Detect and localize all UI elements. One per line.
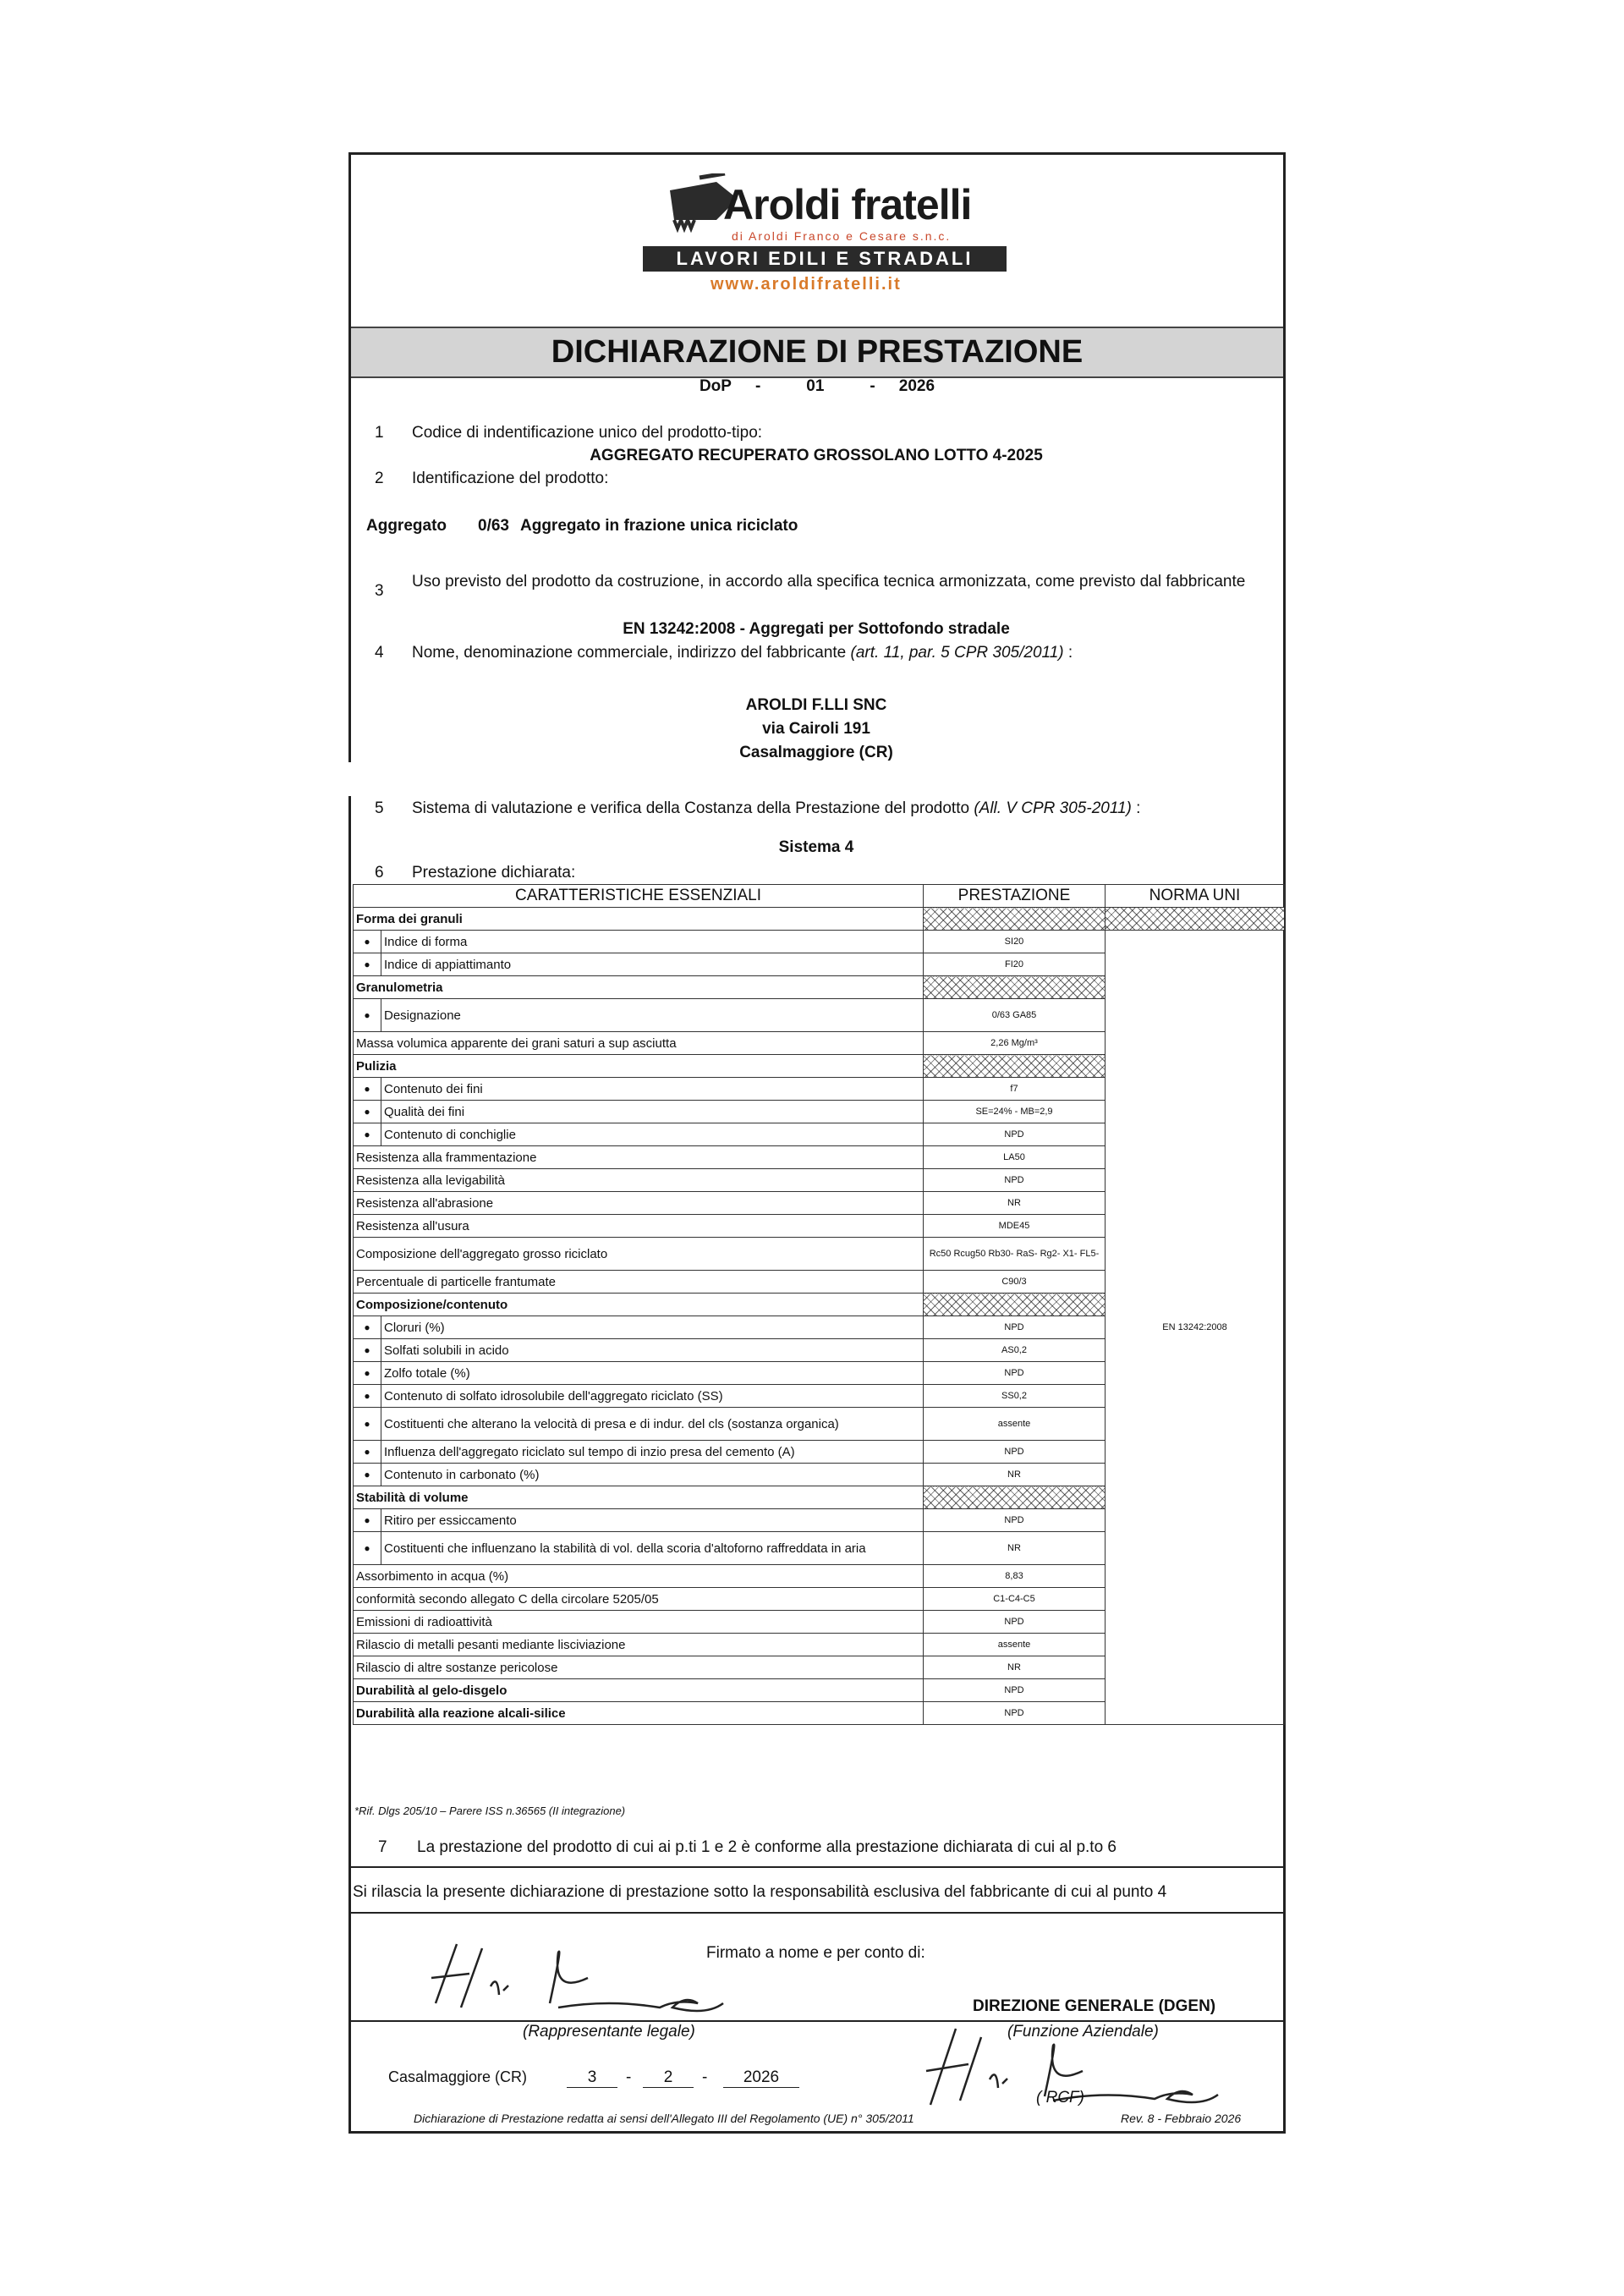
intended-use: EN 13242:2008 - Aggregati per Sottofondo stradale (623, 620, 1010, 638)
characteristic-cell: Contenuto dei fini (381, 1078, 924, 1101)
characteristic-cell: Durabilità alla reazione alcali-silice (354, 1702, 924, 1725)
item-text: Uso previsto del prodotto da costruzione, in accordo alla specifica tecnica armonizzata, come previsto dal fabbricante (412, 573, 1246, 590)
characteristic-cell: Stabilità di volume (354, 1486, 924, 1509)
characteristic-cell: Resistenza alla levigabilità (354, 1169, 924, 1192)
performance-cell: MDE45 (924, 1215, 1106, 1238)
performance-cell: NPD (924, 1611, 1106, 1634)
performance-cell: FI20 (924, 953, 1106, 976)
characteristic-cell: Resistenza all'abrasione (354, 1192, 924, 1215)
item-text-part: Sistema di valutazione e verifica della Costanza della Prestazione del prodotto (412, 799, 974, 817)
bullet-icon: ● (354, 1362, 381, 1385)
performance-cell: assente (924, 1634, 1106, 1656)
performance-cell: NPD (924, 1441, 1106, 1464)
characteristic-cell: Indice di appiattimanto (381, 953, 924, 976)
bullet-icon: ● (354, 1339, 381, 1362)
company-logo (351, 155, 1283, 328)
performance-cell: LA50 (924, 1146, 1106, 1169)
bullet-icon: ● (354, 1316, 381, 1339)
performance-cell: SI20 (924, 931, 1106, 953)
performance-cell: AS0,2 (924, 1339, 1106, 1362)
date-dash: - (702, 2068, 708, 2086)
performance-table (353, 884, 1285, 1725)
item-number: 7 (378, 1838, 387, 1856)
characteristic-cell: Contenuto in carbonato (%) (381, 1464, 924, 1486)
item-text-part: Nome, denominazione commerciale, indirizzo del fabbricante (412, 644, 851, 662)
performance-cell: NPD (924, 1362, 1106, 1385)
bullet-icon: ● (354, 1509, 381, 1532)
standard-hatch-cell (1106, 908, 1285, 931)
bullet-icon: ● (354, 999, 381, 1032)
performance-cell: SS0,2 (924, 1385, 1106, 1408)
bullet-icon: ● (354, 1101, 381, 1123)
item-text-ref: (All. V CPR 305-2011) (974, 799, 1132, 817)
manufacturer-street: via Cairoli 191 (762, 720, 870, 738)
dop-label: DoP (699, 377, 732, 395)
characteristic-cell: Designazione (381, 999, 924, 1032)
legal-representative-label: (Rappresentante legale) (523, 2023, 695, 2041)
dop-dash: - (754, 377, 761, 395)
performance-cell: C90/3 (924, 1271, 1106, 1294)
bullet-icon: ● (354, 1532, 381, 1565)
item-number: 2 (375, 470, 384, 487)
dop-value: 01 (806, 377, 825, 395)
bullet-icon: ● (354, 931, 381, 953)
characteristic-cell: Qualità dei fini (381, 1101, 924, 1123)
logo-subtitle: di Aroldi Franco e Cesare s.n.c. (732, 229, 952, 243)
characteristic-cell: Massa volumica apparente dei grani saturi a sup asciutta (354, 1032, 924, 1055)
item-number: 5 (375, 799, 384, 817)
characteristic-cell: Composizione/contenuto (354, 1294, 924, 1316)
characteristic-cell: Rilascio di altre sostanze pericolose (354, 1656, 924, 1679)
characteristic-cell: Assorbimento in acqua (%) (354, 1565, 924, 1588)
characteristic-cell: Zolfo totale (%) (381, 1362, 924, 1385)
item-text (412, 644, 1073, 662)
characteristic-cell: Costituenti che alterano la velocità di presa e di indur. del cls (sostanza organica) (381, 1408, 924, 1441)
item-text-part: : (1063, 644, 1073, 662)
dop-number (351, 377, 1283, 396)
table-row (354, 908, 1285, 931)
performance-cell: 0/63 GA85 (924, 999, 1106, 1032)
performance-cell: NR (924, 1656, 1106, 1679)
bullet-icon: ● (354, 1385, 381, 1408)
characteristic-cell: Resistenza all'usura (354, 1215, 924, 1238)
table-row (354, 931, 1285, 953)
characteristic-cell: Emissioni di radioattività (354, 1611, 924, 1634)
performance-cell: SE=24% - MB=2,9 (924, 1101, 1106, 1123)
performance-cell: NR (924, 1192, 1106, 1215)
performance-cell: assente (924, 1408, 1106, 1441)
item-text-ref: (art. 11, par. 5 CPR 305/2011) (850, 644, 1064, 662)
date-dash: - (626, 2068, 632, 2086)
general-direction: DIREZIONE GENERALE (DGEN) (973, 1997, 1216, 2015)
bullet-icon: ● (354, 1441, 381, 1464)
sign-day: 3 (567, 2068, 617, 2088)
characteristic-cell: Solfati solubili in acido (381, 1339, 924, 1362)
characteristic-cell: Costituenti che influenzano la stabilità di vol. della scoria d'altoforno raffreddata in aria (381, 1532, 924, 1565)
characteristic-cell: Composizione dell'aggregato grosso riciclato (354, 1238, 924, 1271)
bullet-icon: ● (354, 1408, 381, 1441)
characteristic-cell: Indice di forma (381, 931, 924, 953)
item-number: 3 (375, 582, 384, 600)
item-text: Codice di indentificazione unico del prodotto-tipo: (412, 424, 763, 442)
dop-year: 2026 (898, 377, 935, 395)
bullet-icon: ● (354, 953, 381, 976)
logo-url: www.aroldifratelli.it (710, 275, 902, 294)
product-size: 0/63 (478, 517, 509, 535)
product-type: Aggregato (366, 517, 447, 535)
manufacturer-city: Casalmaggiore (CR) (739, 744, 893, 761)
performance-cell: NPD (924, 1679, 1106, 1702)
performance-cell: 8,83 (924, 1565, 1106, 1588)
characteristic-cell: Cloruri (%) (381, 1316, 924, 1339)
signed-on-behalf: Firmato a nome e per conto di: (706, 1944, 925, 1962)
manufacturer-name: AROLDI F.LLI SNC (745, 696, 887, 714)
assessment-system: Sistema 4 (778, 838, 854, 856)
regulation-reference: Dichiarazione di Prestazione redatta ai sensi dell'Allegato III del Regolamento (UE) n° 305/2011 (414, 2112, 914, 2125)
item-number: 1 (375, 424, 384, 442)
performance-cell: C1-C4-C5 (924, 1588, 1106, 1611)
product-code: AGGREGATO RECUPERATO GROSSOLANO LOTTO 4-2025 (590, 447, 1043, 464)
divider (351, 1912, 1283, 1914)
signature-legal-rep (410, 1927, 732, 2020)
performance-cell: NPD (924, 1702, 1106, 1725)
characteristic-cell: Rilascio di metalli pesanti mediante lisciviazione (354, 1634, 924, 1656)
bullet-icon: ● (354, 1464, 381, 1486)
characteristic-cell: Resistenza alla frammentazione (354, 1146, 924, 1169)
col-header-performance: PRESTAZIONE (924, 885, 1106, 908)
bullet-icon: ● (354, 1078, 381, 1101)
document-title: DICHIARAZIONE DI PRESTAZIONE (351, 327, 1283, 378)
conformity-statement: La prestazione del prodotto di cui ai p.ti 1 e 2 è conforme alla prestazione dichiarata di cui al p.to 6 (417, 1838, 1117, 1856)
logo-tagline: LAVORI EDILI E STRADALI (643, 246, 1007, 272)
item-number: 6 (375, 864, 384, 882)
performance-cell (924, 976, 1106, 999)
product-desc: Aggregato in frazione unica riciclato (520, 517, 798, 535)
performance-cell: Rc50 Rcug50 Rb30- RaS- Rg2- X1- FL5- (924, 1238, 1106, 1271)
item-text-part: : (1131, 799, 1141, 817)
characteristic-cell: Granulometria (354, 976, 924, 999)
characteristic-cell: Durabilità al gelo-disgelo (354, 1679, 924, 1702)
function-label: (Funzione Aziendale) (1007, 2023, 1159, 2041)
revision: Rev. 8 - Febbraio 2026 (1121, 2112, 1242, 2125)
border-gap (348, 762, 354, 796)
item-text (412, 799, 1140, 818)
characteristic-cell: Percentuale di particelle frantumate (354, 1271, 924, 1294)
performance-cell (924, 1294, 1106, 1316)
characteristic-cell: Ritiro per essiccamento (381, 1509, 924, 1532)
performance-cell: NPD (924, 1316, 1106, 1339)
performance-cell: NR (924, 1464, 1106, 1486)
performance-cell: 2,26 Mg/m³ (924, 1032, 1106, 1055)
performance-cell: f7 (924, 1078, 1106, 1101)
rcf-label: ( RCF) (1036, 2089, 1084, 2106)
performance-cell (924, 908, 1106, 931)
performance-cell: NPD (924, 1509, 1106, 1532)
bullet-icon: ● (354, 1123, 381, 1146)
characteristic-cell: Contenuto di conchiglie (381, 1123, 924, 1146)
item-number: 4 (375, 644, 384, 662)
dop-dash: - (870, 377, 875, 395)
table-note: *Rif. Dlgs 205/10 – Parere ISS n.36565 (II integrazione) (354, 1804, 626, 1817)
signing-place: Casalmaggiore (CR) (388, 2068, 528, 2085)
sign-year: 2026 (723, 2068, 799, 2088)
characteristic-cell: Contenuto di solfato idrosolubile dell'aggregato riciclato (SS) (381, 1385, 924, 1408)
dop-document (348, 152, 1286, 2134)
performance-cell: NPD (924, 1169, 1106, 1192)
item-text: Prestazione dichiarata: (412, 864, 576, 882)
characteristic-cell: Influenza dell'aggregato riciclato sul tempo di inzio presa del cemento (A) (381, 1441, 924, 1464)
sign-month: 2 (643, 2068, 694, 2088)
performance-cell (924, 1486, 1106, 1509)
col-header-standard: NORMA UNI (1106, 885, 1285, 908)
performance-cell: NR (924, 1532, 1106, 1565)
characteristic-cell: Forma dei granuli (354, 908, 924, 931)
characteristic-cell: conformità secondo allegato C della circolare 5205/05 (354, 1588, 924, 1611)
divider (351, 1866, 1283, 1868)
logo-wordmark: Aroldi fratelli (723, 181, 972, 228)
characteristic-cell: Pulizia (354, 1055, 924, 1078)
standard-cell: EN 13242:2008 (1106, 931, 1285, 1725)
col-header-characteristics: CARATTERISTICHE ESSENZIALI (354, 885, 924, 908)
table-body (354, 908, 1285, 1725)
item-text: Identificazione del prodotto: (412, 470, 609, 487)
performance-cell: NPD (924, 1123, 1106, 1146)
performance-cell (924, 1055, 1106, 1078)
release-statement: Si rilascia la presente dichiarazione di prestazione sotto la responsabilità esclusiva del fabbricante di cui al punto 4 (353, 1883, 1167, 1901)
